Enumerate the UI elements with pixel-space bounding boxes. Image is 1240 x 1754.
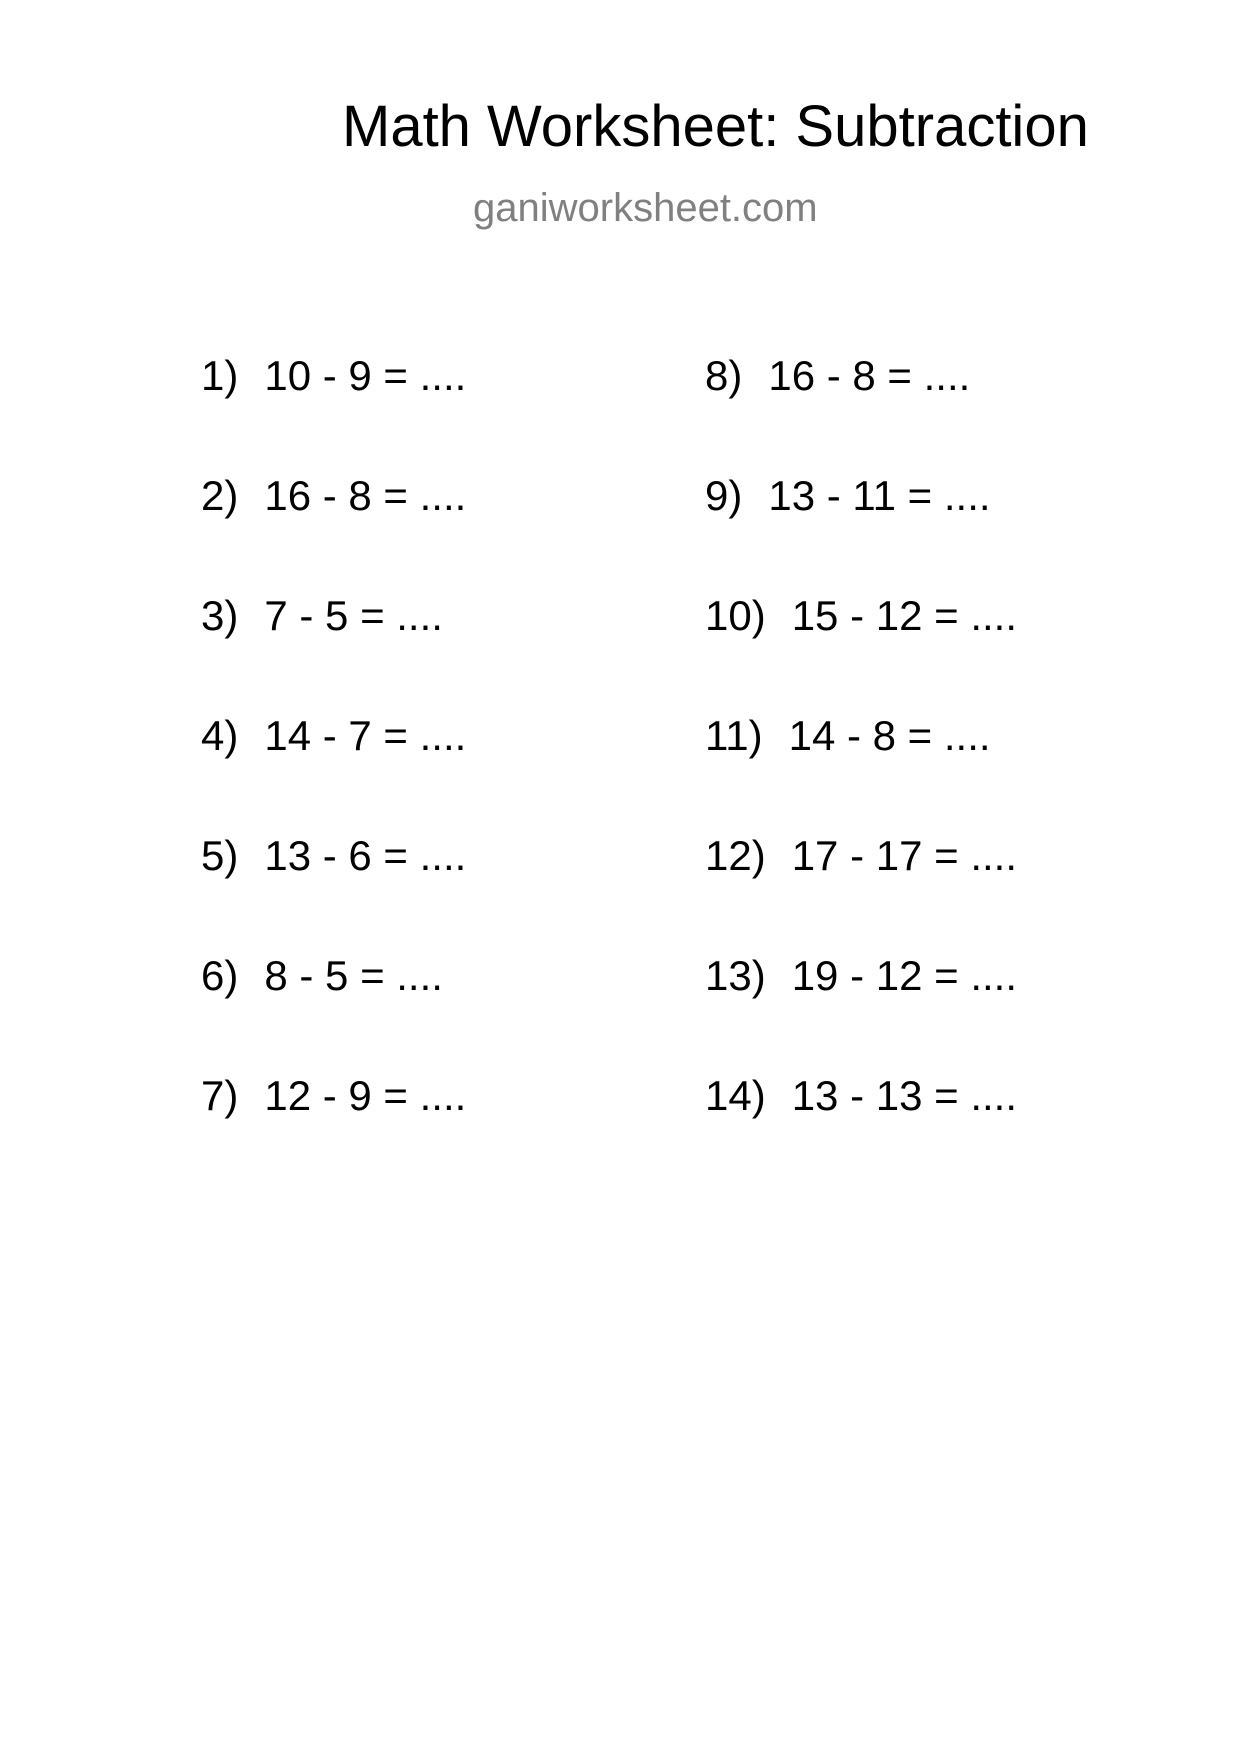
problem-number: 3) <box>201 592 239 639</box>
problem-expression: 13 - 11 = .... <box>768 472 991 519</box>
problem-number: 2) <box>201 472 239 519</box>
problem-column-right <box>705 352 1017 1192</box>
problem-1 <box>201 352 466 472</box>
worksheet-title: Math Worksheet: Subtraction <box>342 94 1089 159</box>
problem-number: 1) <box>201 352 239 399</box>
problem-column-left <box>201 352 466 1192</box>
problem-expression: 14 - 7 = .... <box>264 712 467 759</box>
problem-4 <box>201 712 466 832</box>
problem-number: 10) <box>705 592 766 639</box>
problem-13 <box>705 952 1017 1072</box>
problem-12 <box>705 832 1017 952</box>
problem-expression: 14 - 8 = .... <box>788 712 991 759</box>
problem-expression: 16 - 8 = .... <box>768 352 971 399</box>
website-credit: ganiworksheet.com <box>473 186 818 230</box>
problem-expression: 15 - 12 = .... <box>791 592 1018 639</box>
problem-number: 6) <box>201 952 239 999</box>
problem-8 <box>705 352 1017 472</box>
problem-expression: 8 - 5 = .... <box>264 952 443 999</box>
problem-3 <box>201 592 466 712</box>
problem-7 <box>201 1072 466 1192</box>
problem-expression: 13 - 13 = .... <box>791 1072 1018 1119</box>
problem-number: 7) <box>201 1072 239 1119</box>
problem-number: 9) <box>705 472 743 519</box>
problem-9 <box>705 472 1017 592</box>
problem-2 <box>201 472 466 592</box>
problem-number: 8) <box>705 352 743 399</box>
problem-expression: 7 - 5 = .... <box>264 592 443 639</box>
problem-expression: 12 - 9 = .... <box>264 1072 467 1119</box>
problem-number: 11) <box>705 712 763 759</box>
problem-expression: 16 - 8 = .... <box>264 472 467 519</box>
problem-14 <box>705 1072 1017 1192</box>
problem-10 <box>705 592 1017 712</box>
problem-number: 4) <box>201 712 239 759</box>
problem-expression: 19 - 12 = .... <box>791 952 1018 999</box>
problem-expression: 10 - 9 = .... <box>264 352 467 399</box>
problem-number: 5) <box>201 832 239 879</box>
problem-number: 14) <box>705 1072 766 1119</box>
problem-5 <box>201 832 466 952</box>
problem-expression: 13 - 6 = .... <box>264 832 467 879</box>
problem-expression: 17 - 17 = .... <box>791 832 1018 879</box>
problem-6 <box>201 952 466 1072</box>
problem-number: 12) <box>705 832 766 879</box>
problem-number: 13) <box>705 952 766 999</box>
problem-11 <box>705 712 1017 832</box>
